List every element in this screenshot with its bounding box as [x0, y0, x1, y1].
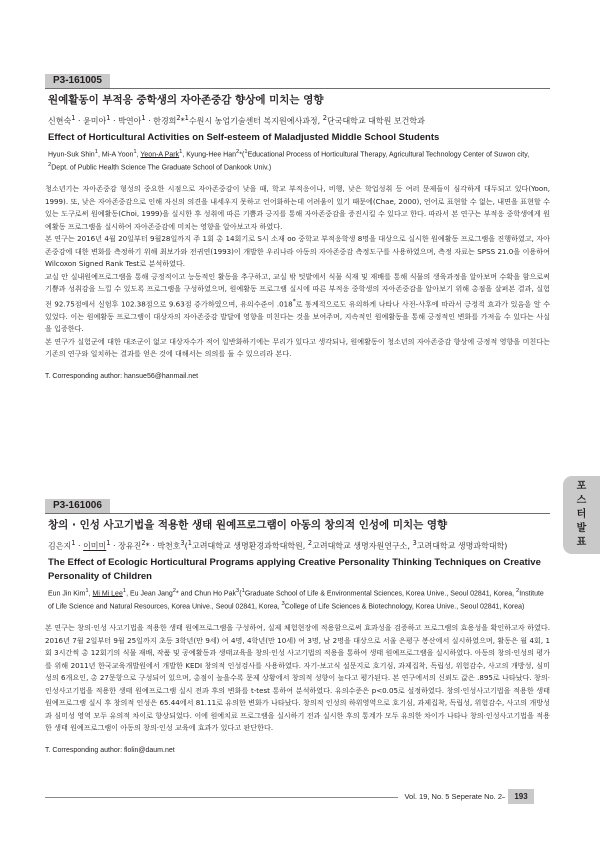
text-run: Hyun-Suk Shin [48, 150, 95, 158]
korean-authors [48, 112, 550, 128]
text-run: 교실 안 실내원예프로그램을 통해 긍정적이고 능동적인 활동을 추구하고, 교실 밖 텃밭에서 식물 식재 및 재배를 통해 식물의 생육과정을 알아보며 수확을 함으로써 기쁨과 성취감을 느낄 수 있도록 프로그램을 구성하였으며, 원예활동 프로그램 실시에 따른 부적응 중학생의 자아존중감을 알아보기 위해 총점을 살펴본 결과, 실험전 92.75점에서 실험후 102.38점으로 9.63점 증가하였으며, 유의수준이 .018 [45, 271, 550, 309]
text-run: , [88, 589, 93, 597]
abstract-paragraph [45, 233, 550, 271]
abstract-paragraph [45, 622, 550, 735]
text-run: College of Life Sciences & Biotechnology, Korea Unive., Seoul 02841, Korea) [284, 603, 525, 611]
superscript: 2 [307, 539, 313, 547]
superscript: * [292, 298, 296, 305]
abstract-body [45, 183, 550, 360]
english-authors [48, 586, 550, 613]
section-side-tab [563, 476, 600, 554]
english-authors [48, 147, 550, 174]
side-tab-char: 터 [576, 509, 587, 520]
corresponding-author: T. Corresponding author: hansue56@hanmail.net [45, 372, 199, 380]
abstract-code [45, 68, 550, 89]
text-run: · 윤미아 [75, 116, 107, 126]
text-run: *( [239, 150, 245, 158]
text-run: 김은지 [48, 541, 72, 551]
abstract-code-label: P3-161005 [45, 74, 110, 88]
superscript: 3 [180, 539, 185, 547]
superscript: 1 [141, 114, 146, 122]
superscript: 1 [244, 148, 248, 155]
text-run: 본 연구가 실험군에 대한 대조군이 없고 대상자수가 적어 일반화하기에는 무리가 있다고 생각되나, 원예활동이 청소년의 자아존중감 향상에 긍정적 영향을 미친다는 기존의 연구와 일치하는 결과를 얻은 것에 대해서는 의의를 둘 수 있으리라 본다. [45, 336, 550, 359]
superscript: 1 [184, 114, 189, 122]
superscript: 1 [241, 587, 245, 594]
text-run: , Eu Jean Jang [126, 589, 173, 597]
text-run: 단국대학교 대학원 보건학과 [327, 116, 425, 126]
text-run: , [136, 150, 141, 158]
text-run: , Kyung-Hee Han [182, 150, 237, 158]
corresponding-author: T. Corresponding author: flolin@daum.net [45, 746, 175, 754]
text-run: * [180, 116, 185, 126]
divider [45, 88, 550, 89]
abstract-paragraph [45, 336, 550, 361]
text-run: 청소년기는 자아존중감 형성의 중요한 시점으로 자아존중감이 낮을 때, 학교 부적응이나, 비행, 낮은 학업성취 등 여러 문제들이 심각하게 대두되고 있다(Yoon, 1999). 또, 낮은 자아존중감으로 인해 자신의 의견을 내세우지 못하고 언어화하는데 어려움이 있기 때문에(Chae, 2000), 언어로 표현할 수 없는, 내면을 표현할 수 있는 도구로써 원예활동(Choi, 1999)을 실시한 후 성취에 따른 기쁨과 긍지를 통해 자아존중감을 증진시킬 수 있다고 한다. 따라서 본 연구는 부적응 중학생에게 원예활동 프로그램을 실시하여 자아존중감에 미치는 영향을 알아보고자 하였다. [45, 184, 550, 231]
text-run: Graduate School of Life & Environmental Sciences, Korea Unive., Seoul 02841, Korea, [244, 589, 517, 597]
superscript: 2 [48, 161, 52, 168]
journal-issue: Vol. 19, No. 5 Seperate No. 2 [398, 790, 502, 804]
superscript: 1 [133, 148, 137, 155]
text-run: 고려대학교 생명과학대학) [416, 541, 508, 551]
text-run: 고려대학교 생명환경과학대학원, [192, 541, 308, 551]
superscript: 1 [187, 539, 193, 547]
superscript: 1 [179, 148, 183, 155]
text-run: , Mi-A Yoon [97, 150, 134, 158]
divider [45, 513, 550, 514]
side-tab-char: 발 [576, 523, 587, 534]
superscript: 2 [322, 114, 327, 122]
text-run: * and Chun Ho Pak [176, 589, 236, 597]
presenting-author: 이미미 [83, 541, 107, 551]
superscript: 2 [236, 148, 240, 155]
superscript: 2 [172, 587, 177, 594]
korean-title: 원예활동이 부적응 중학생의 자아존중감 향상에 미치는 영향 [48, 94, 324, 106]
english-title: The Effect of Ecologic Horticultural Programs applying Creative Personality Thinking Techniques on Creative Personality of Children [48, 556, 541, 582]
abstract-paragraph [45, 271, 550, 336]
text-run: Institute of Life Science and Natural Resources, Korea Unive., Seoul 02841, Korea, [48, 589, 544, 611]
text-run: · [75, 541, 84, 551]
superscript: 1 [85, 587, 89, 594]
english-title: Effect of Horticultural Activities on Self-esteem of Maladjusted Middle School Students [48, 131, 440, 143]
superscript: 2 [141, 539, 146, 547]
superscript: 1 [106, 114, 111, 122]
text-run: ( [184, 541, 188, 551]
side-tab-char: 스 [576, 495, 587, 506]
text-run: · 박연아 [110, 116, 142, 126]
korean-title: 창의 · 인성 사고기법을 적용한 생태 원예프로그램이 아동의 창의적 인성에 미치는 영향 [48, 519, 448, 531]
page-footer [0, 786, 600, 808]
abstract-code-label: P3-161006 [45, 499, 110, 513]
superscript: 1 [94, 148, 98, 155]
text-run: * · 박천호 [145, 541, 181, 551]
presenting-author: Yeon-A Park [140, 150, 180, 158]
presenting-author: Mi Mi Lee [92, 589, 123, 597]
superscript: 3 [412, 539, 417, 547]
korean-authors [48, 537, 550, 553]
superscript: 1 [71, 114, 76, 122]
text-run: 고려대학교 생명자원연구소, [312, 541, 413, 551]
superscript: 3 [281, 600, 285, 607]
text-run: ( [239, 589, 242, 597]
abstract-p3-161006 [45, 493, 550, 756]
side-tab-char: 포 [576, 481, 587, 492]
page-number: 193 [508, 789, 534, 804]
text-run: 신현숙 [48, 116, 72, 126]
abstract-paragraph [45, 183, 550, 233]
text-run: · 한경희 [145, 116, 177, 126]
text-run: 로 통계적으로도 유의하게 나타나 사전-사후에 따라서 긍정적 효과가 있음을 알 수 있었다. 이는 원예활동 프로그램이 대상자의 자아존중감 발달에 영향을 미친다는 것을 보여주며, 지속적인 원예활동을 통해 긍정적인 변화를 가져올 수 있다는 사실을 입증한다. [45, 299, 550, 334]
text-run: Dept. of Public Health Science The Graduate School of Dankook Univ.) [51, 164, 272, 172]
superscript: 1 [106, 539, 111, 547]
superscript: 3 [235, 587, 240, 594]
text-run: Educational Process of Horticultural Therapy, Agricultural Technology Center of Suwon city, [247, 150, 530, 158]
abstract-body [45, 622, 550, 735]
text-run: 본 연구는 2016년 4월 20일부터 9월28일까지 주 1회 총 14회기로 S시 소재 oo 중학교 부적응학생 8명을 대상으로 실시한 원예활동 프로그램을 진행하였고, 자아존중감에 대한 변화를 측정하기 위해 최보가와 전귀연(1993)이 개발한 우리나라 아동의 자아존중감 측정도구를 사용하였으며, 측정 자료는 SPSS 21.0을 이용하여 Wilcoxon Signed Rank Test로 분석하였다. [45, 234, 550, 269]
abstract-code [45, 493, 550, 514]
text-run: 본 연구는 창의·인성 사고기법을 적용한 생태 원예프로그램을 구성하여, 실제 체험현장에 적용함으로써 효과성을 검증하고 프로그램의 효용성을 확인하고자 하였다. 2016년 7월 2일부터 9월 25일까지 초등 3학년(만 9세) 여 4명, 4학년(만 10세) 여 3명, 남 2명을 대상으로 서울 은평구 봉산에서 실시하였으며, 활동은 월 4회, 1회 3시간씩 총 12회기의 식물 재배, 작품 및 공예활동과 생태교육을 창의·인성 사고기법의 적용을 통하여 생태 원예프로그램을 실시하였다. 아동의 창의·인성의 평가를 위해 2011년 한국교육개발원에서 개발한 KEDI 창의적 인성검사를 사용하였다. 자기-보고식 설문지로 호기심, 과제집착, 독립성, 위험감수, 사고의 개방성, 심미성의 6개요인, 총 27문항으로 구성되어 있으며, 총점이 높을수록 문제 상황에서 창의적 성향이 높다고 평가된다. 본 연구에서의 신뢰도 값은 .895로 나타났다. 창의·인성사고기법을 적용한 생태 원예프로그램 실시 전과 후의 변화를 t-test 통하여 분석하였다. 유의수준은 p<0.05로 설정하였다. 창의·인성사고기법을 적용한 생태 원예프로그램 실시 후 창의적 인성은 65.44에서 81.11로 유의한 변화가 나타났다. 창의적 인성의 하위영역으로 호기심, 과제집착, 독립성, 위험감수, 사고의 개방성과 심미성 영역 모두 유의적 차이로 향상되었다. 이에 원예치료 프로그램을 실시하기 전과 실시한 후의 통계가 모두 유의한 차이가 나타나 창의·인성사고기법을 적용한 생태 원예프로그램이 아동의 창의·인성 교육에 효과가 있다고 판단한다. [45, 623, 550, 733]
text-run: Eun Jin Kim [48, 589, 86, 597]
text-run: · 장유진 [110, 541, 142, 551]
superscript: 1 [71, 539, 76, 547]
abstract-p3-161005 [45, 68, 550, 382]
side-tab-char: 표 [576, 537, 587, 548]
superscript: 2 [176, 114, 181, 122]
text-run: 수원시 농업기술센터 복지원예사과정, [188, 116, 323, 126]
superscript: 1 [122, 587, 127, 594]
superscript: 2 [516, 587, 520, 594]
